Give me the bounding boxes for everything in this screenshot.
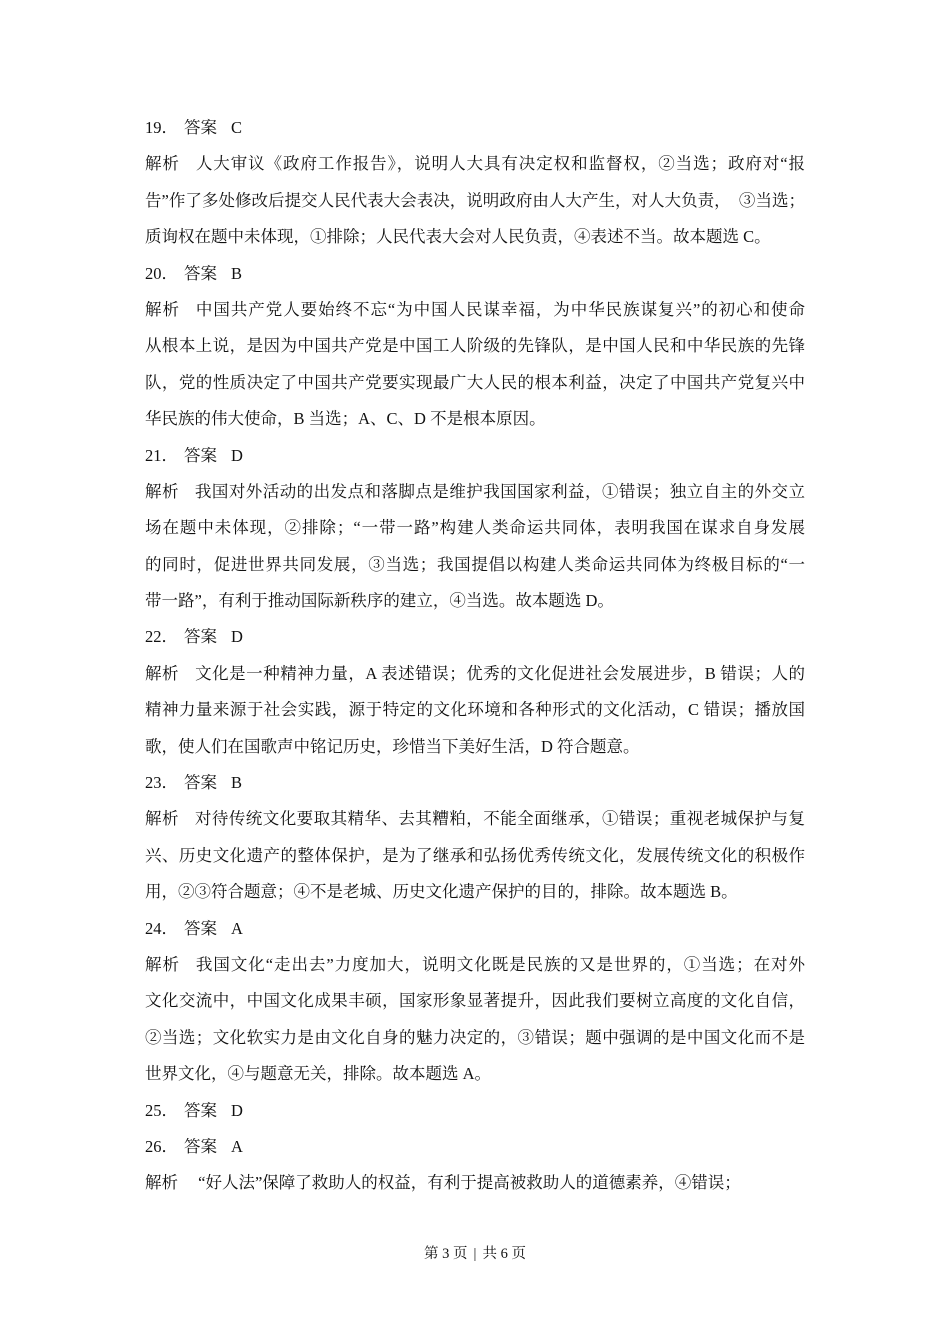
answer-analysis-document — [145, 110, 805, 1202]
footer-separator: | — [473, 1246, 477, 1262]
analysis-text: 从根本上说，是因为中国共产党是中国工人阶级的先锋队，是中国人民和中华民族的先锋 — [145, 336, 805, 356]
analysis-line — [145, 183, 805, 219]
answer-header — [145, 619, 805, 655]
answer-header — [145, 1093, 805, 1129]
analysis-text: 兴、历史文化遗产的整体保护，是为了继承和弘扬优秀传统文化，发展传统文化的积极作 — [145, 845, 805, 865]
analysis-text: ②当选；文化软实力是由文化自身的魅力决定的，③错误；题中强调的是中国文化而不是 — [145, 1027, 805, 1047]
analysis-text: 告”作了多处修改后提交人民代表大会表决，说明政府由人大产生，对人大负责， ③当选； — [145, 190, 805, 210]
answer-label: 答案 — [184, 773, 217, 793]
analysis-text: 质询权在题中未体现，①排除；人民代表大会对人民负责，④表述不当。故本题选 C。 — [145, 227, 771, 247]
analysis-text: 用，②③符合题意；④不是老城、历史文化遗产保护的目的，排除。故本题选 B。 — [145, 882, 738, 902]
answer-label: 答案 — [184, 1100, 217, 1120]
analysis-line — [145, 547, 805, 583]
answer-header — [145, 110, 805, 146]
analysis-text: 华民族的伟大使命，B 当选；A、C、D 不是根本原因。 — [145, 409, 546, 429]
page-footer — [0, 1242, 950, 1263]
analysis-text: 精神力量来源于社会实践，源于特定的文化环境和各种形式的文化活动，C 错误；播放国 — [145, 700, 805, 720]
answer-header — [145, 438, 805, 474]
analysis-line — [145, 729, 805, 765]
page-number: 第 3 页 — [424, 1246, 468, 1262]
question-number: 22． — [145, 627, 178, 647]
answer-value: A — [231, 1136, 243, 1156]
answer-label: 答案 — [184, 263, 217, 283]
analysis-text: “好人法”保障了救助人的权益，有利于提高被救助人的道德素养，④错误； — [194, 1173, 741, 1193]
answer-header — [145, 765, 805, 801]
analysis-line — [145, 219, 805, 255]
answer-header — [145, 256, 805, 292]
question-number: 19． — [145, 118, 178, 137]
analysis-line — [145, 692, 805, 728]
question-number: 26． — [145, 1136, 178, 1156]
answer-value: B — [231, 263, 243, 283]
analysis-line — [145, 510, 805, 546]
answer-label: 答案 — [184, 445, 217, 465]
question-number: 24． — [145, 918, 178, 938]
analysis-text: 对待传统文化要取其精华、去其糟粕，不能全面继承，①错误；重视老城保护与复 — [194, 809, 806, 829]
analysis-text: 场在题中未体现，②排除；“一带一路”构建人类命运共同体，表明我国在谋求自身发展 — [145, 518, 805, 538]
answer-value: D — [231, 627, 243, 647]
analysis-line — [145, 1165, 805, 1201]
analysis-line — [145, 1020, 805, 1056]
answer-value: C — [231, 118, 243, 137]
answer-label: 答案 — [184, 1136, 217, 1156]
analysis-label: 解析 — [145, 954, 180, 974]
analysis-text: 的同时，促进世界共同发展，③当选；我国提倡以构建人类命运共同体为终极目标的“一 — [145, 554, 805, 574]
analysis-line — [145, 838, 805, 874]
question-number: 21． — [145, 445, 178, 465]
analysis-line — [145, 365, 805, 401]
analysis-text: 文化是一种精神力量，A 表述错误；优秀的文化促进社会发展进步，B 错误；人的 — [195, 663, 806, 683]
analysis-line — [145, 583, 805, 619]
analysis-line — [145, 801, 805, 837]
analysis-text: 我国对外活动的出发点和落脚点是维护我国国家利益，①错误；独立自主的外交立 — [194, 481, 806, 501]
analysis-line — [145, 401, 805, 437]
analysis-line — [145, 146, 805, 182]
answer-value: A — [231, 918, 243, 938]
analysis-label: 解析 — [145, 481, 179, 501]
question-number: 23． — [145, 773, 178, 793]
analysis-label: 解析 — [145, 1173, 178, 1193]
analysis-line — [145, 947, 805, 983]
analysis-text: 歌，使人们在国歌声中铭记历史，珍惜当下美好生活，D 符合题意。 — [145, 736, 640, 756]
page-total: 共 6 页 — [482, 1246, 526, 1262]
answer-header — [145, 911, 805, 947]
analysis-label: 解析 — [145, 809, 179, 829]
analysis-label: 解析 — [145, 154, 180, 174]
answer-label: 答案 — [184, 918, 217, 938]
analysis-text: 带一路”，有利于推动国际新秩序的建立，④当选。故本题选 D。 — [145, 591, 614, 611]
analysis-text: 世界文化，④与题意无关，排除。故本题选 A。 — [145, 1064, 492, 1084]
analysis-text: 中国共产党人要始终不忘“为中国人民谋幸福，为中华民族谋复兴”的初心和使命 — [195, 299, 806, 319]
analysis-line — [145, 983, 805, 1019]
answer-label: 答案 — [184, 118, 217, 137]
answer-value: D — [231, 1100, 243, 1120]
question-number: 25． — [145, 1100, 178, 1120]
analysis-text: 队，党的性质决定了中国共产党要实现最广大人民的根本利益，决定了中国共产党复兴中 — [145, 372, 805, 392]
question-number: 20． — [145, 263, 178, 283]
analysis-line — [145, 874, 805, 910]
answer-value: D — [231, 445, 243, 465]
analysis-text: 我国文化“走出去”力度加大，说明文化既是民族的又是世界的，①当选；在对外 — [195, 954, 806, 974]
analysis-text: 人大审议《政府工作报告》，说明人大具有决定权和监督权，②当选；政府对“报 — [195, 154, 806, 174]
analysis-line — [145, 292, 805, 328]
analysis-text: 文化交流中，中国文化成果丰硕，国家形象显著提升，因此我们要树立高度的文化自信， — [145, 991, 805, 1011]
analysis-line — [145, 474, 805, 510]
answer-value: B — [231, 773, 243, 793]
analysis-line — [145, 656, 805, 692]
analysis-line — [145, 1056, 805, 1092]
answer-label: 答案 — [184, 627, 217, 647]
analysis-label: 解析 — [145, 663, 180, 683]
answer-header — [145, 1129, 805, 1165]
analysis-line — [145, 328, 805, 364]
analysis-label: 解析 — [145, 299, 180, 319]
